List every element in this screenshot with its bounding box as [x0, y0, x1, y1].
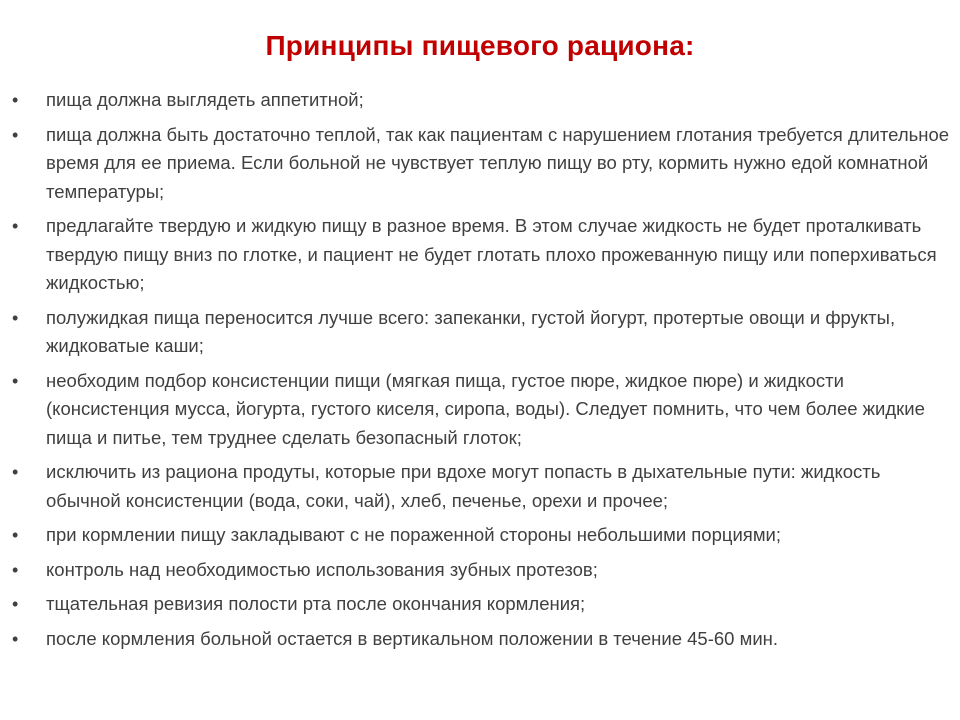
bullet-item — [10, 86, 950, 115]
bullet-list — [10, 86, 950, 659]
bullet-item — [10, 458, 950, 515]
bullet-text: при кормлении пищу закладывают с не пораженной стороны небольшими порциями; — [46, 524, 782, 545]
bullet-text: пища должна выглядеть аппетитной; — [46, 89, 364, 110]
bullet-dot-icon: • — [12, 90, 19, 110]
bullet-item — [10, 556, 950, 585]
bullet-text: исключить из рациона продуты, которые при вдохе могут попасть в дыхательные пути: жидкость обычной консистенции (вода, соки, чай), хлеб, печенье, орехи и прочее; — [46, 461, 881, 511]
bullet-item — [10, 304, 950, 361]
bullet-item — [10, 367, 950, 453]
bullet-text: контроль над необходимостью использования зубных протезов; — [46, 558, 598, 580]
bullet-item — [10, 212, 950, 298]
bullet-item — [10, 521, 950, 550]
bullet-dot-icon: • — [12, 307, 19, 328]
bullet-text: после кормления больной остается в вертикальном положении в течение 45-60 мин. — [46, 627, 779, 649]
bullet-text: полужидкая пища переносится лучше всего: запеканки, густой йогурт, протертые овощи и фрукты, жидковатые каши; — [46, 306, 896, 356]
bullet-dot-icon: • — [12, 462, 19, 482]
bullet-text: пища должна быть достаточно теплой, так как пациентам с нарушением глотания требуется длительное время для ее приема. Если больной не чувствует теплую пищу во рту, кормить нужно едой комнатной температуры; — [46, 123, 950, 202]
bullet-item — [10, 625, 950, 654]
bullet-dot-icon: • — [12, 370, 19, 391]
bullet-dot-icon: • — [12, 525, 19, 545]
bullet-text: необходим подбор консистенции пищи (мягкая пища, густое пюре, жидкое пюре) и жидкости (консистенция мусса, йогурта, густого киселя, сиропа, воды). Следует помнить, что чем более жидкие пища и питье, тем труднее сделать безопасный глоток; — [46, 369, 925, 448]
bullet-dot-icon: • — [12, 559, 19, 580]
bullet-dot-icon: • — [12, 216, 19, 236]
bullet-dot-icon: • — [12, 628, 19, 649]
bullet-dot-icon: • — [12, 124, 19, 145]
bullet-item — [10, 121, 950, 207]
bullet-text: тщательная ревизия полости рта после окончания кормления; — [46, 593, 586, 614]
bullet-item — [10, 590, 950, 619]
bullet-dot-icon: • — [12, 594, 19, 614]
bullet-text: предлагайте твердую и жидкую пищу в разное время. В этом случае жидкость не будет проталкивать твердую пищу вниз по глотке, и пациент не будет глотать плохо прожеванную пищу или поперхиваться жидкостью; — [46, 215, 937, 293]
slide-title: Принципы пищевого рациона: — [265, 30, 695, 61]
